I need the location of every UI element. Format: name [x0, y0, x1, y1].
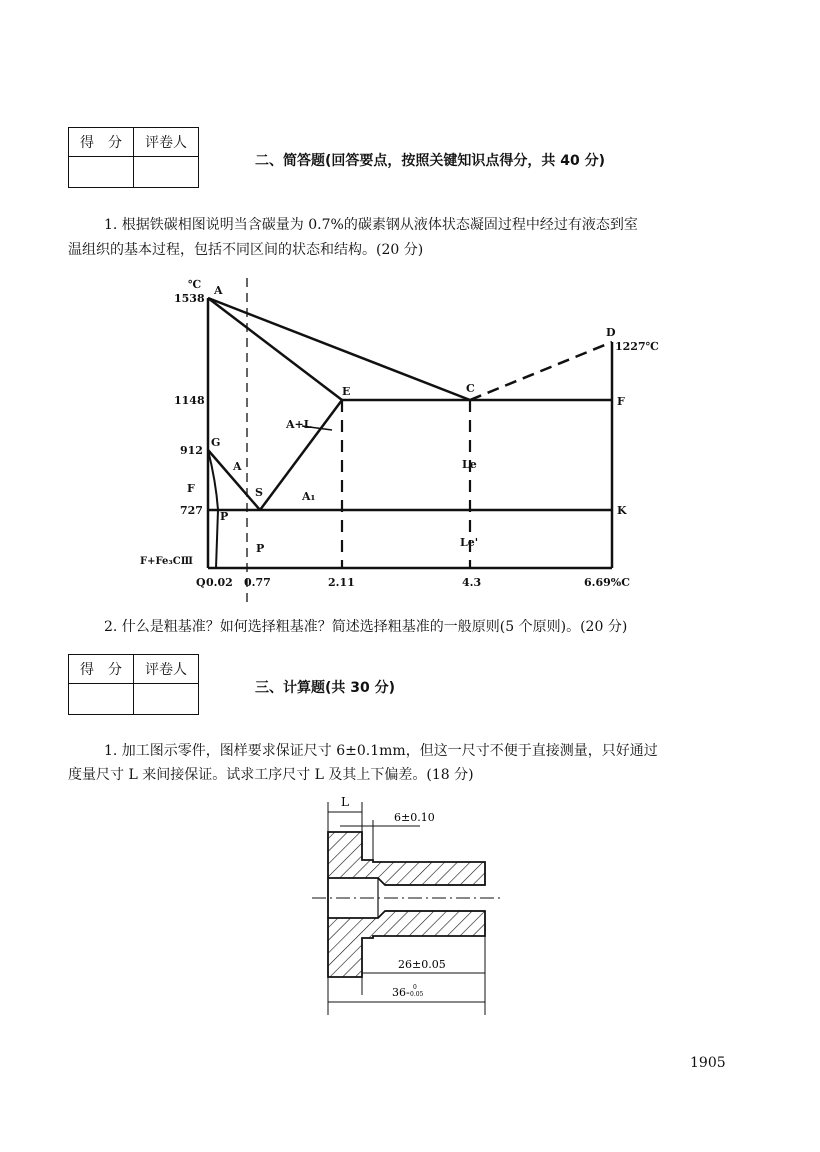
page-number: 1905 [690, 1055, 726, 1071]
dim-36-tol-bottom: 0.05 [410, 991, 424, 998]
y-unit-label: ℃ [188, 278, 202, 291]
region-F: F [187, 482, 195, 495]
region-A-plus-L: A+L [286, 418, 312, 431]
point-P: P [220, 510, 229, 523]
tick-Q: Q [196, 576, 206, 589]
grader-cell[interactable] [134, 157, 199, 188]
tick-2.11: 2.11 [328, 576, 355, 589]
section3-title: 三、计算题(共 30 分) [255, 680, 396, 696]
score-cell[interactable] [69, 684, 134, 715]
point-A: A [214, 284, 223, 297]
score-label: 得 分 [69, 655, 134, 684]
line-PQ [216, 510, 218, 568]
question-2-2: 2. 什么是粗基准？如何选择粗基准？简述选择粗基准的一般原则(5 个原则)。(20 分) [104, 619, 628, 635]
question-3-1-line1: 1. 加工图示零件，图样要求保证尺寸 6±0.1mm，但这一尺寸不便于直接测量，只好通过 [104, 743, 658, 759]
line-GS [208, 450, 260, 510]
grader-label: 评卷人 [134, 128, 199, 157]
point-P-lower: P [256, 542, 265, 555]
region-F-Fe3C: F+Fe₃CⅢ [140, 556, 193, 567]
point-F: F [617, 395, 625, 408]
point-C: C [466, 382, 475, 395]
point-D: D [606, 326, 616, 339]
question-2-1-line2: 温组织的基本过程，包括不同区间的状态和结构。(20 分) [68, 242, 424, 258]
tick-727: 727 [180, 504, 203, 517]
score-label: 得 分 [69, 128, 134, 157]
point-E: E [342, 385, 351, 398]
score-cell[interactable] [69, 157, 134, 188]
tick-912: 912 [180, 444, 203, 457]
part-drawing [300, 790, 500, 1020]
point-K: K [617, 504, 627, 517]
dim-L: L [341, 795, 349, 809]
dim-26: 26±0.05 [398, 958, 446, 971]
dim-36-tol-top: 0 [413, 984, 417, 991]
region-Le: Le [462, 458, 477, 471]
grader-cell[interactable] [134, 684, 199, 715]
tick-0.02: 0.02 [206, 576, 233, 589]
region-A: A [233, 460, 242, 473]
tick-4.3: 4.3 [462, 576, 482, 589]
temp-1227: 1227℃ [615, 340, 659, 353]
point-S: S [255, 486, 263, 499]
question-2-1-line1: 1. 根据铁碳相图说明当含碳量为 0.7%的碳素钢从液体状态凝固过程中经过有液态到室 [104, 217, 638, 233]
dim-36: 36- [392, 986, 410, 999]
tick-1148: 1148 [174, 394, 205, 407]
solidus-AE [208, 298, 342, 400]
dim-6: 6±0.10 [394, 811, 435, 824]
section-upper [328, 832, 485, 885]
line-ES [260, 400, 342, 510]
region-Le-prime: Le' [460, 536, 479, 549]
point-G: G [211, 436, 221, 449]
score-table-section2 [68, 127, 199, 188]
region-A1: A₁ [302, 490, 316, 503]
score-table-section3 [68, 654, 199, 715]
fe-c-phase-diagram [140, 270, 680, 615]
grader-label: 评卷人 [134, 655, 199, 684]
tick-6.69: 6.69%C [584, 576, 630, 589]
question-3-1-line2: 度量尺寸 L 来间接保证。试求工序尺寸 L 及其上下偏差。(18 分) [68, 767, 474, 783]
liquidus-CD [470, 342, 612, 400]
tick-0.77: 0.77 [244, 576, 271, 589]
section2-title: 二、简答题(回答要点，按照关键知识点得分，共 40 分) [255, 153, 606, 169]
tick-1538: 1538 [174, 292, 205, 305]
